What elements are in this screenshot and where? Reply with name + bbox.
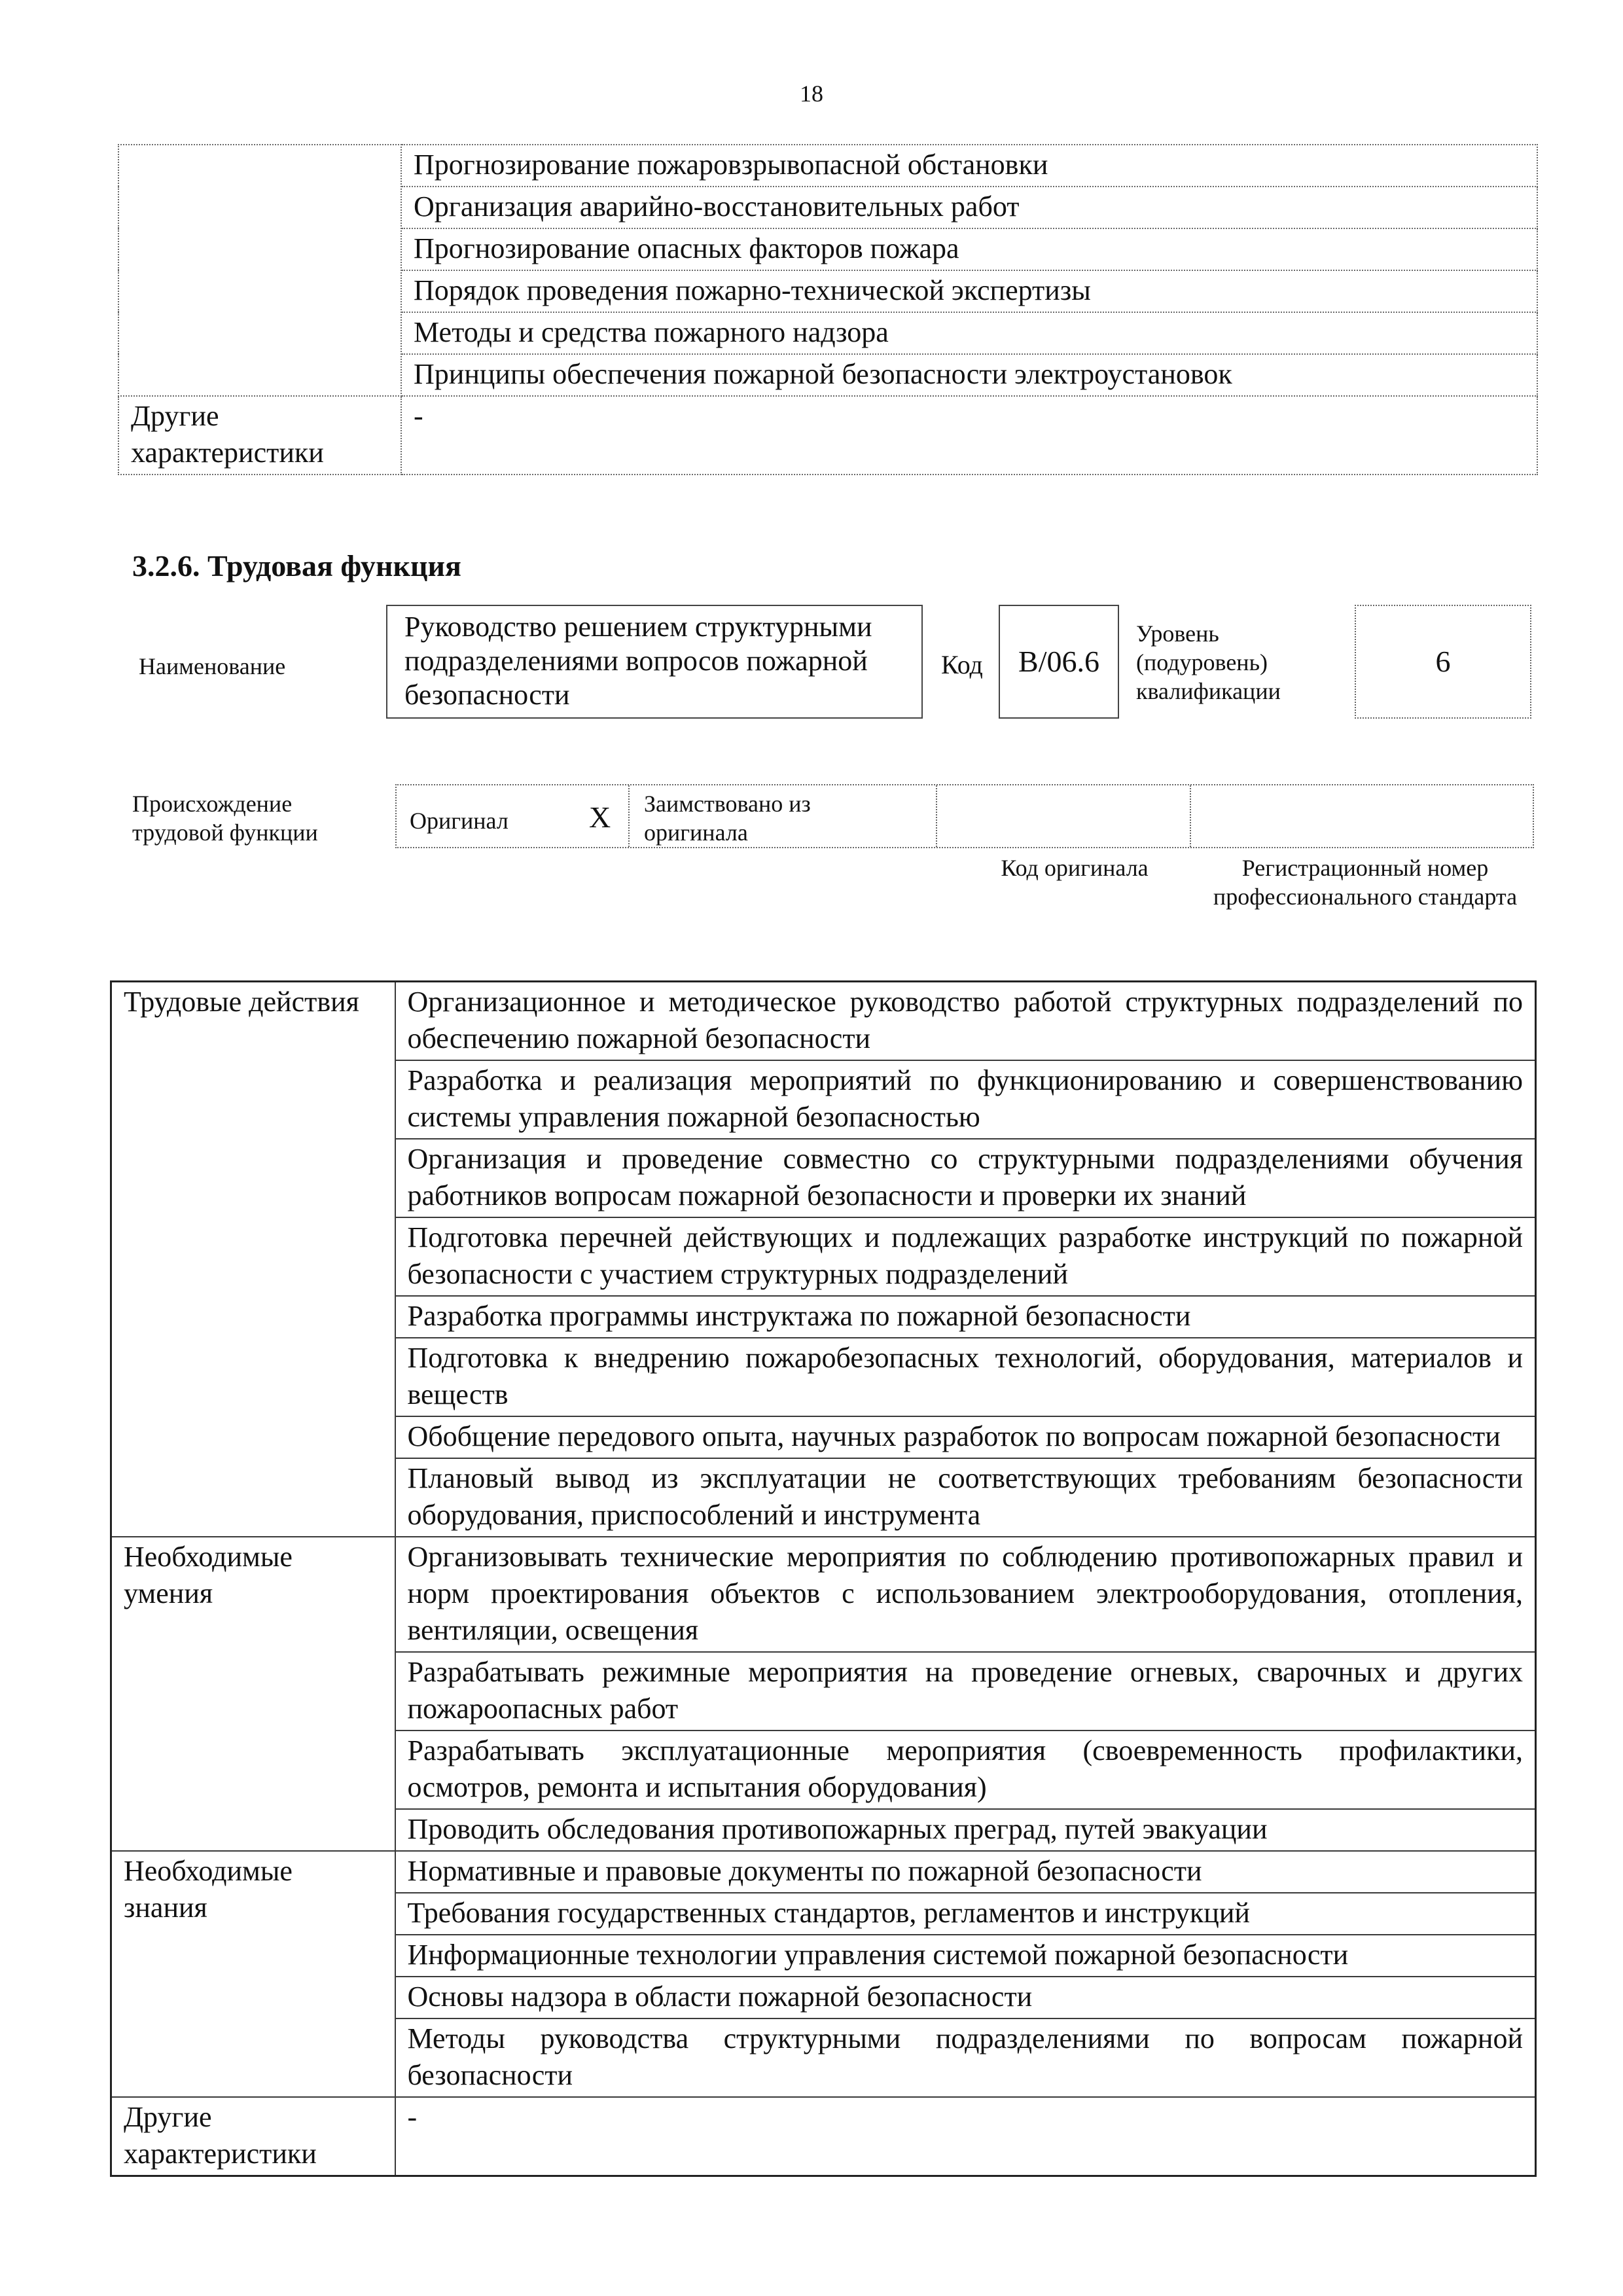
- knowledge-item: Основы надзора в области пожарной безопасности: [395, 1977, 1536, 2018]
- skill-item: Организовывать технические мероприятия по соблюдению противопожарных правил и норм проектирования объектов с использованием электрооборудования, отопления, вентиляции, освещения: [395, 1537, 1536, 1652]
- continued-label-cell: [118, 145, 401, 396]
- origin-label: Происхождение трудовой функции: [132, 791, 318, 846]
- code-label: Код: [941, 650, 983, 679]
- continued-knowledge-table: [118, 144, 1538, 475]
- origin-divider: [628, 785, 630, 847]
- section-heading: 3.2.6. Трудовая функция: [132, 549, 461, 583]
- borrowed-label: Заимствовано из оригинала: [644, 791, 811, 846]
- origin-strip: [395, 784, 1534, 848]
- level-value-box: 6: [1355, 605, 1531, 719]
- knowledge-item: Методы руководства структурными подразделениями по вопросам пожарной безопасности: [395, 2018, 1536, 2097]
- other-characteristics-value: -: [395, 2097, 1536, 2176]
- knowledge-item: Организация аварийно-восстановительных работ: [401, 187, 1537, 228]
- name-label: Наименование: [139, 653, 286, 679]
- function-name-box: Руководство решением структурными подразделениями вопросов пожарной безопасности: [386, 605, 923, 719]
- other-characteristics-label: Другие характеристики: [111, 2097, 395, 2176]
- action-item: Разработка и реализация мероприятий по функционированию и совершенствованию системы управления пожарной безопасностью: [395, 1060, 1536, 1139]
- action-item: Подготовка перечней действующих и подлежащих разработке инструкций по пожарной безопасности с участием структурных подразделений: [395, 1217, 1536, 1296]
- knowledge-label: Необходимые знания: [111, 1851, 395, 2097]
- knowledge-item: Методы и средства пожарного надзора: [401, 312, 1537, 354]
- original-label: Оригинал: [410, 808, 508, 834]
- action-item: Разработка программы инструктажа по пожарной безопасности: [395, 1296, 1536, 1338]
- actions-label: Трудовые действия: [111, 982, 395, 1537]
- level-label: Уровень (подуровень) квалификации: [1136, 620, 1281, 704]
- function-code-box: B/06.6: [999, 605, 1119, 719]
- action-item: Подготовка к внедрению пожаробезопасных технологий, оборудования, материалов и веществ: [395, 1338, 1536, 1416]
- knowledge-item: Нормативные и правовые документы по пожарной безопасности: [395, 1851, 1536, 1893]
- knowledge-item: Прогнозирование опасных факторов пожара: [401, 228, 1537, 270]
- skills-label: Необходимые умения: [111, 1537, 395, 1851]
- knowledge-item: Прогнозирование пожаровзрывопасной обстановки: [401, 145, 1537, 187]
- action-item: Обобщение передового опыта, научных разработок по вопросам пожарной безопасности: [395, 1416, 1536, 1458]
- action-item: Организационное и методическое руководство работой структурных подразделений по обеспечению пожарной безопасности: [395, 982, 1536, 1061]
- reg-number-caption: Регистрационный номер профессионального стандарта: [1213, 855, 1518, 910]
- skill-item: Разрабатывать режимные мероприятия на проведение огневых, сварочных и других пожароопасных работ: [395, 1652, 1536, 1731]
- knowledge-item: Принципы обеспечения пожарной безопасности электроустановок: [401, 354, 1537, 396]
- knowledge-item: Требования государственных стандартов, регламентов и инструкций: [395, 1893, 1536, 1935]
- other-characteristics-value: -: [401, 396, 1537, 475]
- labor-function-table: [110, 980, 1537, 2177]
- skill-item: Проводить обследования противопожарных преград, путей эвакуации: [395, 1809, 1536, 1851]
- skill-item: Разрабатывать эксплуатационные мероприятия (своевременность профилактики, осмотров, ремонта и испытания оборудования): [395, 1731, 1536, 1809]
- page-number: 18: [800, 81, 823, 107]
- origin-divider: [1190, 785, 1191, 847]
- origin-divider: [936, 785, 937, 847]
- other-characteristics-label: Другие характеристики: [118, 396, 401, 475]
- knowledge-item: Порядок проведения пожарно-технической экспертизы: [401, 270, 1537, 312]
- knowledge-item: Информационные технологии управления системой пожарной безопасности: [395, 1935, 1536, 1977]
- action-item: Организация и проведение совместно со структурными подразделениями обучения работников вопросам пожарной безопасности и проверки их знаний: [395, 1139, 1536, 1217]
- code-original-caption: Код оригинала: [1001, 855, 1149, 881]
- original-mark: X: [589, 800, 611, 834]
- action-item: Плановый вывод из эксплуатации не соответствующих требованиям безопасности оборудования, приспособлений и инструмента: [395, 1458, 1536, 1537]
